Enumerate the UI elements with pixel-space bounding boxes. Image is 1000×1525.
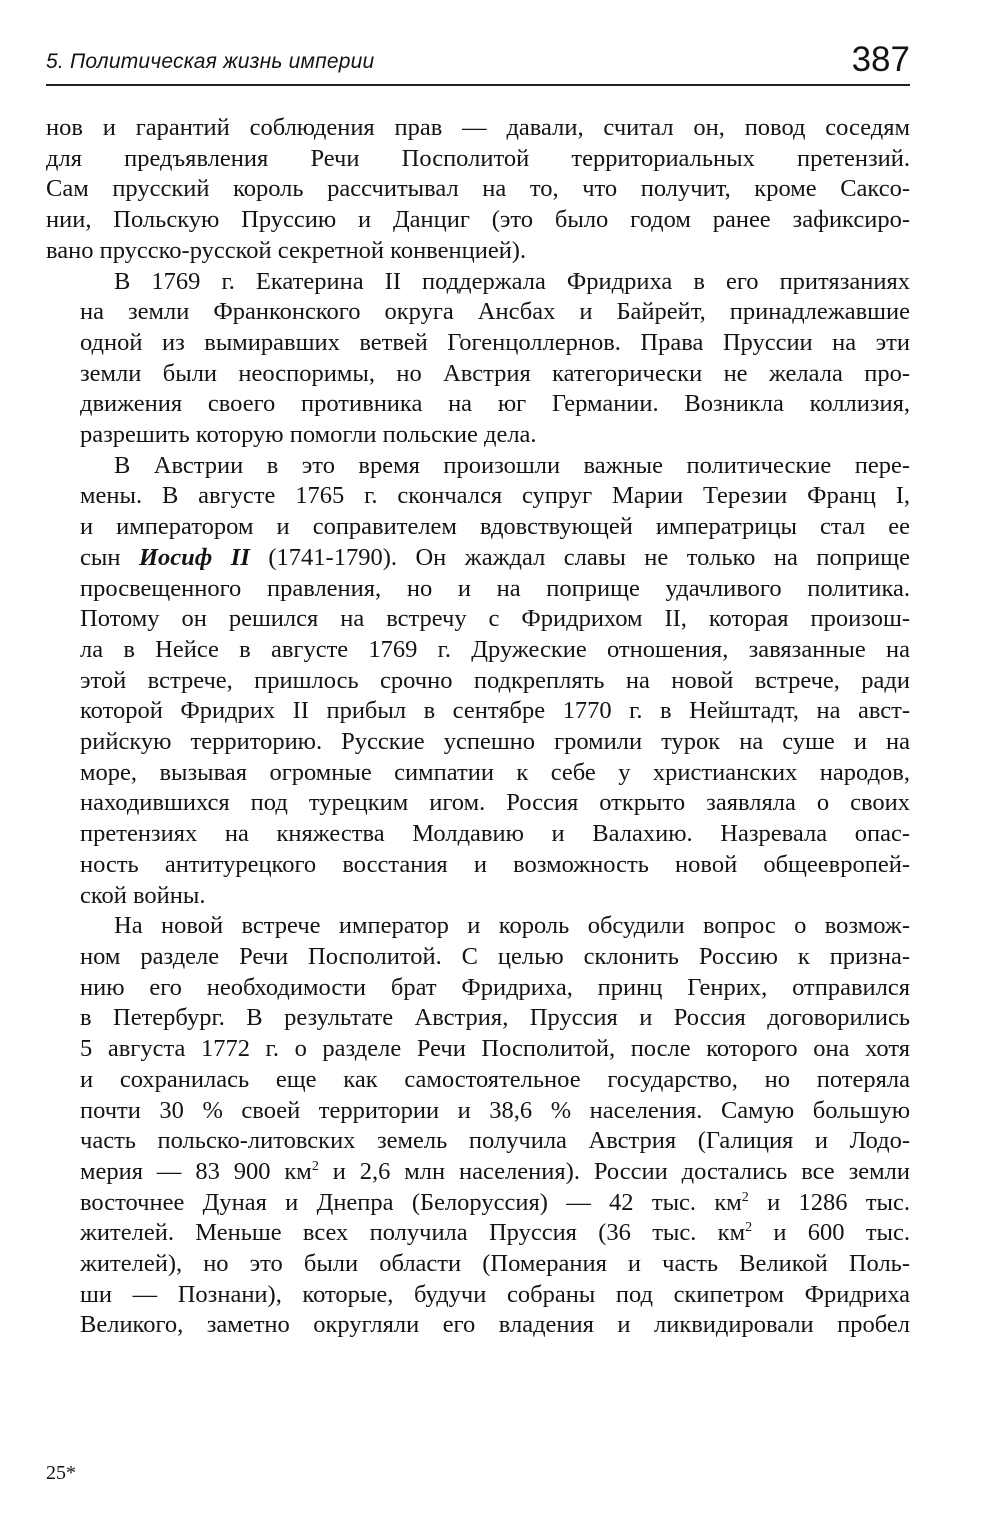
text-line: 5 августа 1772 г. о разделе Речи Посполитой, после которого она хотя	[80, 1035, 910, 1063]
text-line: земли были неоспоримы, но Австрия категорически не желала про-	[80, 359, 910, 387]
text-line: нию его необходимости брат Фридриха, принц Генрих, отправился	[80, 973, 910, 1001]
page-number: 387	[851, 40, 910, 79]
superscript: 2	[311, 1158, 319, 1174]
text-line: нии, Польскую Пруссию и Данциг (это было годом ранее зафиксиро-	[46, 206, 910, 234]
superscript: 2	[741, 1189, 749, 1205]
text-line: ном разделе Речи Посполитой. С целью склонить Россию к призна-	[80, 942, 910, 970]
superscript: 2	[745, 1220, 753, 1236]
text-fragment: восточнее Дуная и Днепра (Белоруссия) — 42 тыс. км	[80, 1188, 742, 1216]
text-line: Потому он решился на встречу с Фридрихом II, которая произош-	[80, 605, 910, 633]
text-line: В Австрии в это время произошли важные политические пере-	[114, 451, 910, 479]
text-line: мены. В августе 1765 г. скончался супруг Марии Терезии Франц I,	[80, 482, 910, 510]
text-fragment: и 1286 тыс.	[748, 1188, 911, 1216]
text-line: на земли Франконского округа Ансбах и Байрейт, принадлежавшие	[80, 298, 910, 326]
text-line: ла в Нейсе в августе 1769 г. Дружеские отношения, завязанные на	[80, 635, 910, 663]
text-line: и императором и соправителем вдовствующей императрицы стал ее	[80, 513, 910, 541]
text-line: в Петербург. В результате Австрия, Пруссия и Россия договорились	[80, 1004, 910, 1032]
text-line	[46, 1188, 910, 1219]
text-line: жителей), но это были области (Померания и часть Великой Поль-	[80, 1250, 910, 1278]
text-line: ши — Познани), которые, будучи собраны под скипетром Фридриха	[80, 1280, 910, 1308]
text-line: море, вызывая огромные симпатии к себе у христианских народов,	[80, 758, 910, 786]
text-line: ность антитурецкого восстания и возможность новой общеевропей-	[80, 850, 910, 878]
text-line: движения своего противника на юг Германии. Возникла коллизия,	[80, 390, 910, 418]
text-line: разрешить которую помогли польские дела.	[80, 421, 537, 449]
text-fragment: сын	[80, 543, 139, 571]
text-line: часть польско-литовских земель получила Австрия (Галиция и Лодо-	[80, 1127, 910, 1155]
text-line	[46, 1218, 910, 1249]
text-line: находившихся под турецким игом. Россия открыто заявляла о своих	[80, 789, 910, 817]
text-line: этой встрече, пришлось срочно подкреплять на новой встрече, ради	[80, 666, 910, 694]
text-line: претензиях на княжества Молдавию и Валахию. Назревала опас-	[80, 820, 910, 848]
text-line: На новой встрече император и король обсудили вопрос о возмож-	[114, 912, 910, 940]
text-line: которой Фридрих II прибыл в сентябре 1770 г. в Нейштадт, на авст-	[80, 697, 910, 725]
text-fragment: мерия — 83 900 км	[80, 1157, 312, 1185]
text-line	[46, 1157, 910, 1188]
paragraph-2	[46, 267, 910, 451]
text-line: вано прусско-русской секретной конвенцией).	[46, 236, 527, 264]
text-line: для предъявления Речи Посполитой территориальных претензий.	[46, 144, 910, 172]
text-fragment: жителей. Меньше всех получила Пруссия (36 тыс. км	[80, 1219, 746, 1247]
text-fragment: (1741-1790). Он жаждал славы не только на поприще	[249, 543, 910, 571]
text-line: Великого, заметно округляли его владения и ликвидировали пробел	[80, 1311, 910, 1339]
text-fragment: и 600 тыс.	[752, 1219, 910, 1247]
text-line: ской войны.	[80, 881, 206, 909]
running-head	[46, 38, 910, 86]
text-line: рийскую территорию. Русские успешно громили турок на суше и на	[80, 728, 910, 756]
text-line: и сохранилась еще как самостоятельное государство, но потеряла	[80, 1065, 910, 1093]
text-line: Сам прусский король рассчитывал на то, что получит, кроме Саксо-	[46, 175, 910, 203]
emphasized-name: Иосиф II	[138, 543, 250, 571]
body-text	[46, 113, 910, 1341]
book-page	[46, 0, 910, 1525]
text-line: просвещенного правления, но и на поприще удачливого политика.	[80, 574, 910, 602]
paragraph-3	[46, 451, 910, 912]
text-fragment: и 2,6 млн населения). России достались все земли	[318, 1157, 910, 1185]
printer-signature-mark: 25*	[46, 1462, 76, 1484]
text-line	[46, 543, 910, 574]
text-line: нов и гарантий соблюдения прав — давали, считал он, повод соседям	[46, 114, 910, 141]
text-line: одной из вымиравших ветвей Гогенцоллернов. Права Пруссии на эти	[80, 328, 910, 356]
paragraph-4	[46, 911, 910, 1341]
text-line: В 1769 г. Екатерина II поддержала Фридриха в его притязаниях	[114, 267, 910, 295]
text-line: почти 30 % своей территории и 38,6 % населения. Самую большую	[80, 1096, 910, 1124]
section-title: 5. Политическая жизнь империи	[46, 50, 375, 73]
paragraph-1	[46, 113, 910, 267]
